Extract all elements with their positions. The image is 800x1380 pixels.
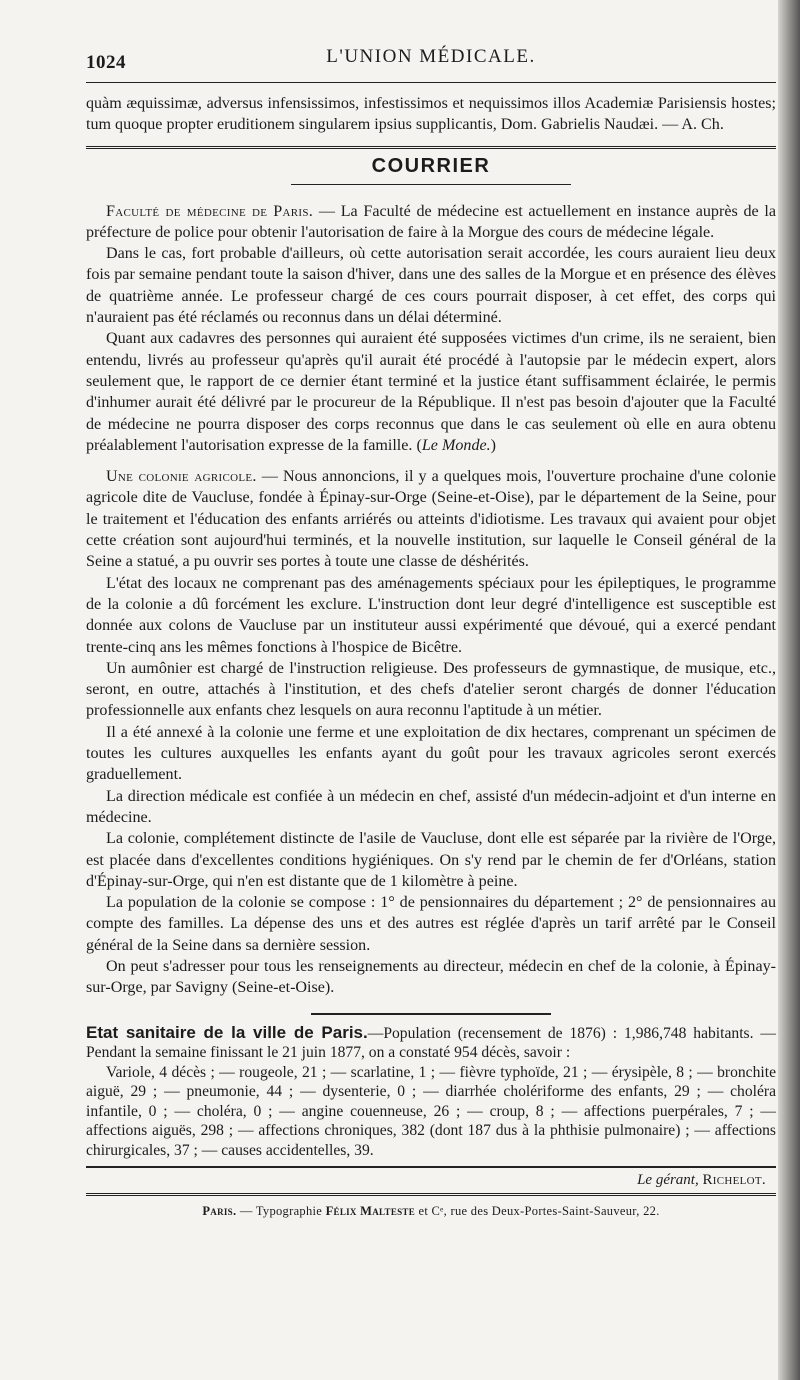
faculte-source-close: ) <box>490 436 497 454</box>
etat-p2: Variole, 4 décès ; — rougeole, 21 ; — scarlatine, 1 ; — fièvre typhoïde, 21 ; — érysipèle, 8 ; — bronchite aiguë, 29 ; — pneumonie, 44 ; — dysenterie, 0 ; — diarrhée cholériforme des enfants, 29 ; — choléra infantile, 0 ; — choléra, 0 ; — angine couenneuse, 26 ; — croup, 8 ; — affections puerpérales, 7 ; — affections aiguës, 298 ; — affections chroniques, 382 (dont 187 dus à la phthisie pulmonaire) ; — affections chirurgicales, 37 ; — causes accidentelles, 39. <box>86 1063 776 1159</box>
page-number: 1024 <box>86 52 126 73</box>
footer-rule-bottom <box>86 1193 776 1196</box>
colonie-p8: On peut s'adresser pour tous les renseignements au directeur, médecin en chef de la colonie, à Épinay-sur-Orge, par Savigny (Seine-et-Oise). <box>86 957 776 997</box>
intro-paragraph: quàm æquissimæ, adversus infensissimos, infestissimos et nequissimos illos Academiæ Parisiensis hostes; tum quoque propter eruditionem singularem ipsius supplicantis, Dom. Gabrielis Naudæi. — A. Ch. <box>86 95 776 134</box>
faculte-lead: Faculté de médecine de Paris. <box>106 202 314 220</box>
book-spine-shadow <box>778 0 800 1380</box>
imprint-city: Paris. <box>202 1204 237 1219</box>
colonie-lead: Une colonie agricole. <box>106 468 257 486</box>
section-title: COURRIER <box>371 154 491 177</box>
etat-p1: —Population (recensement de 1876) : 1,986,748 habitants. — Pendant la semaine finissant le 21 juin 1877, on a constaté 954 décès, savoir : <box>86 1024 776 1062</box>
etat-rule <box>311 1013 551 1015</box>
colonie-p1: — Nous annoncions, il y a quelques mois, l'ouverture prochaine d'une colonie agricole dite de Vaucluse, fondée à Épinay-sur-Orge (Seine-et-Oise), par le département de la Seine, pour le traitement et l'éducation des enfants arriérés ou atteints d'idiotisme. Les travaux qui avaient pour objet cette création sont aujourd'hui terminés, et la nouvelle institution, sur laquelle le Conseil général de la Seine a statué, a pu ouvrir ses portes à toute une classe de déshérités. <box>86 468 776 571</box>
footer-rule-top <box>86 1166 776 1168</box>
title-underline <box>291 184 571 185</box>
page-header <box>86 36 776 76</box>
section-rule <box>86 146 776 149</box>
faculte-article <box>86 201 776 457</box>
signature <box>86 1172 766 1189</box>
colonie-p3: Un aumônier est chargé de l'instruction religieuse. Des professeurs de gymnastique, de musique, etc., seront, en outre, attachés à l'institution, et des chefs d'atelier seront chargés de donner l'éducation professionnelle aux enfants chez lesquels on aura reconnu l'aptitude à un métier. <box>86 659 776 720</box>
etat-title: Etat sanitaire de la ville de Paris. <box>86 1022 368 1042</box>
etat-sanitaire <box>86 1023 776 1161</box>
printer-imprint <box>86 1204 776 1219</box>
imprint-pre: — Typographie <box>236 1204 326 1219</box>
signature-label: Le gérant, <box>637 1172 699 1189</box>
running-title: L'UNION MÉDICALE. <box>326 46 536 67</box>
colonie-p2: L'état des locaux ne comprenant pas des aménagements spéciaux pour les épileptiques, le programme de la colonie a dû forcément les exclure. L'instruction dont leur degré d'intelligence est susceptible est donnée aux colons de Vaucluse par un instituteur aussi expérimenté que dévoué, qui a exercé pendant trente-cinq ans les mêmes fonctions à l'hospice de Bicêtre. <box>86 574 776 656</box>
header-rule <box>86 82 776 83</box>
imprint-printer: Félix Malteste <box>325 1204 416 1219</box>
signature-name: Richelot. <box>702 1172 766 1189</box>
colonie-p6: La colonie, complétement distincte de l'asile de Vaucluse, dont elle est séparée par la rivière de l'Orge, est placée dans d'excellentes conditions hygiéniques. On s'y rend par le chemin de fer d'Orléans, station d'Épinay-sur-Orge, qui n'en est distante que de 1 kilomètre à peine. <box>86 830 776 890</box>
journal-page <box>86 36 776 1356</box>
faculte-p1: — La Faculté de médecine est actuellement en instance auprès de la préfecture de police pour obtenir l'autorisation de faire à la Morgue des cours de médecine légale. <box>86 202 776 241</box>
faculte-p2: Dans le cas, fort probable d'ailleurs, où cette autorisation serait accordée, les cours auraient lieu deux fois par semaine pendant toute la saison d'hiver, dans une des salles de la Morgue et en présence des élèves de quatrième année. Le professeur chargé de ces cours pourrait disposer, à cet effet, des corps qui n'auraient pas été réclamés ou reconnus dans un délai déterminé. <box>86 245 776 327</box>
faculte-source: Le Monde. <box>421 436 491 454</box>
colonie-p5: La direction médicale est confiée à un médecin en chef, assisté d'un médecin-adjoint et d'un interne en médecine. <box>86 787 776 826</box>
colonie-article <box>86 466 776 998</box>
colonie-p7: La population de la colonie se compose : 1° de pensionnaires du département ; 2° de pensionnaires au compte des familles. La dépense des uns et des autres est réglée d'après un tarif arrêté par le Conseil général de la Seine dans sa dernière session. <box>86 894 776 954</box>
imprint-post: et Cᵉ, rue des Deux-Portes-Saint-Sauveur, 22. <box>415 1204 660 1219</box>
colonie-p4: Il a été annexé à la colonie une ferme et une exploitation de dix hectares, comprenant un spécimen de toutes les cultures auxquelles les enfants ayant du goût pour les travaux agricoles seront exercés graduellement. <box>86 723 776 784</box>
faculte-p3: Quant aux cadavres des personnes qui auraient été supposées victimes d'un crime, ils ne seraient, bien entendu, livrés au professeur qu'après qu'il aurait été procédé à l'autopsie par le médecin expert, alors seulement que, le rapport de ce dernier étant terminé et la justice étant suffisamment éclairée, le permis d'inhumer aurait été délivré par le procureur de la République. Il n'est pas besoin d'ajouter que la Faculté de médecine ne pourra disposer des corps reconnus que dans le cas seulement où elle en aura obtenu préalablement l'autorisation expresse de la famille. ( <box>86 330 776 454</box>
